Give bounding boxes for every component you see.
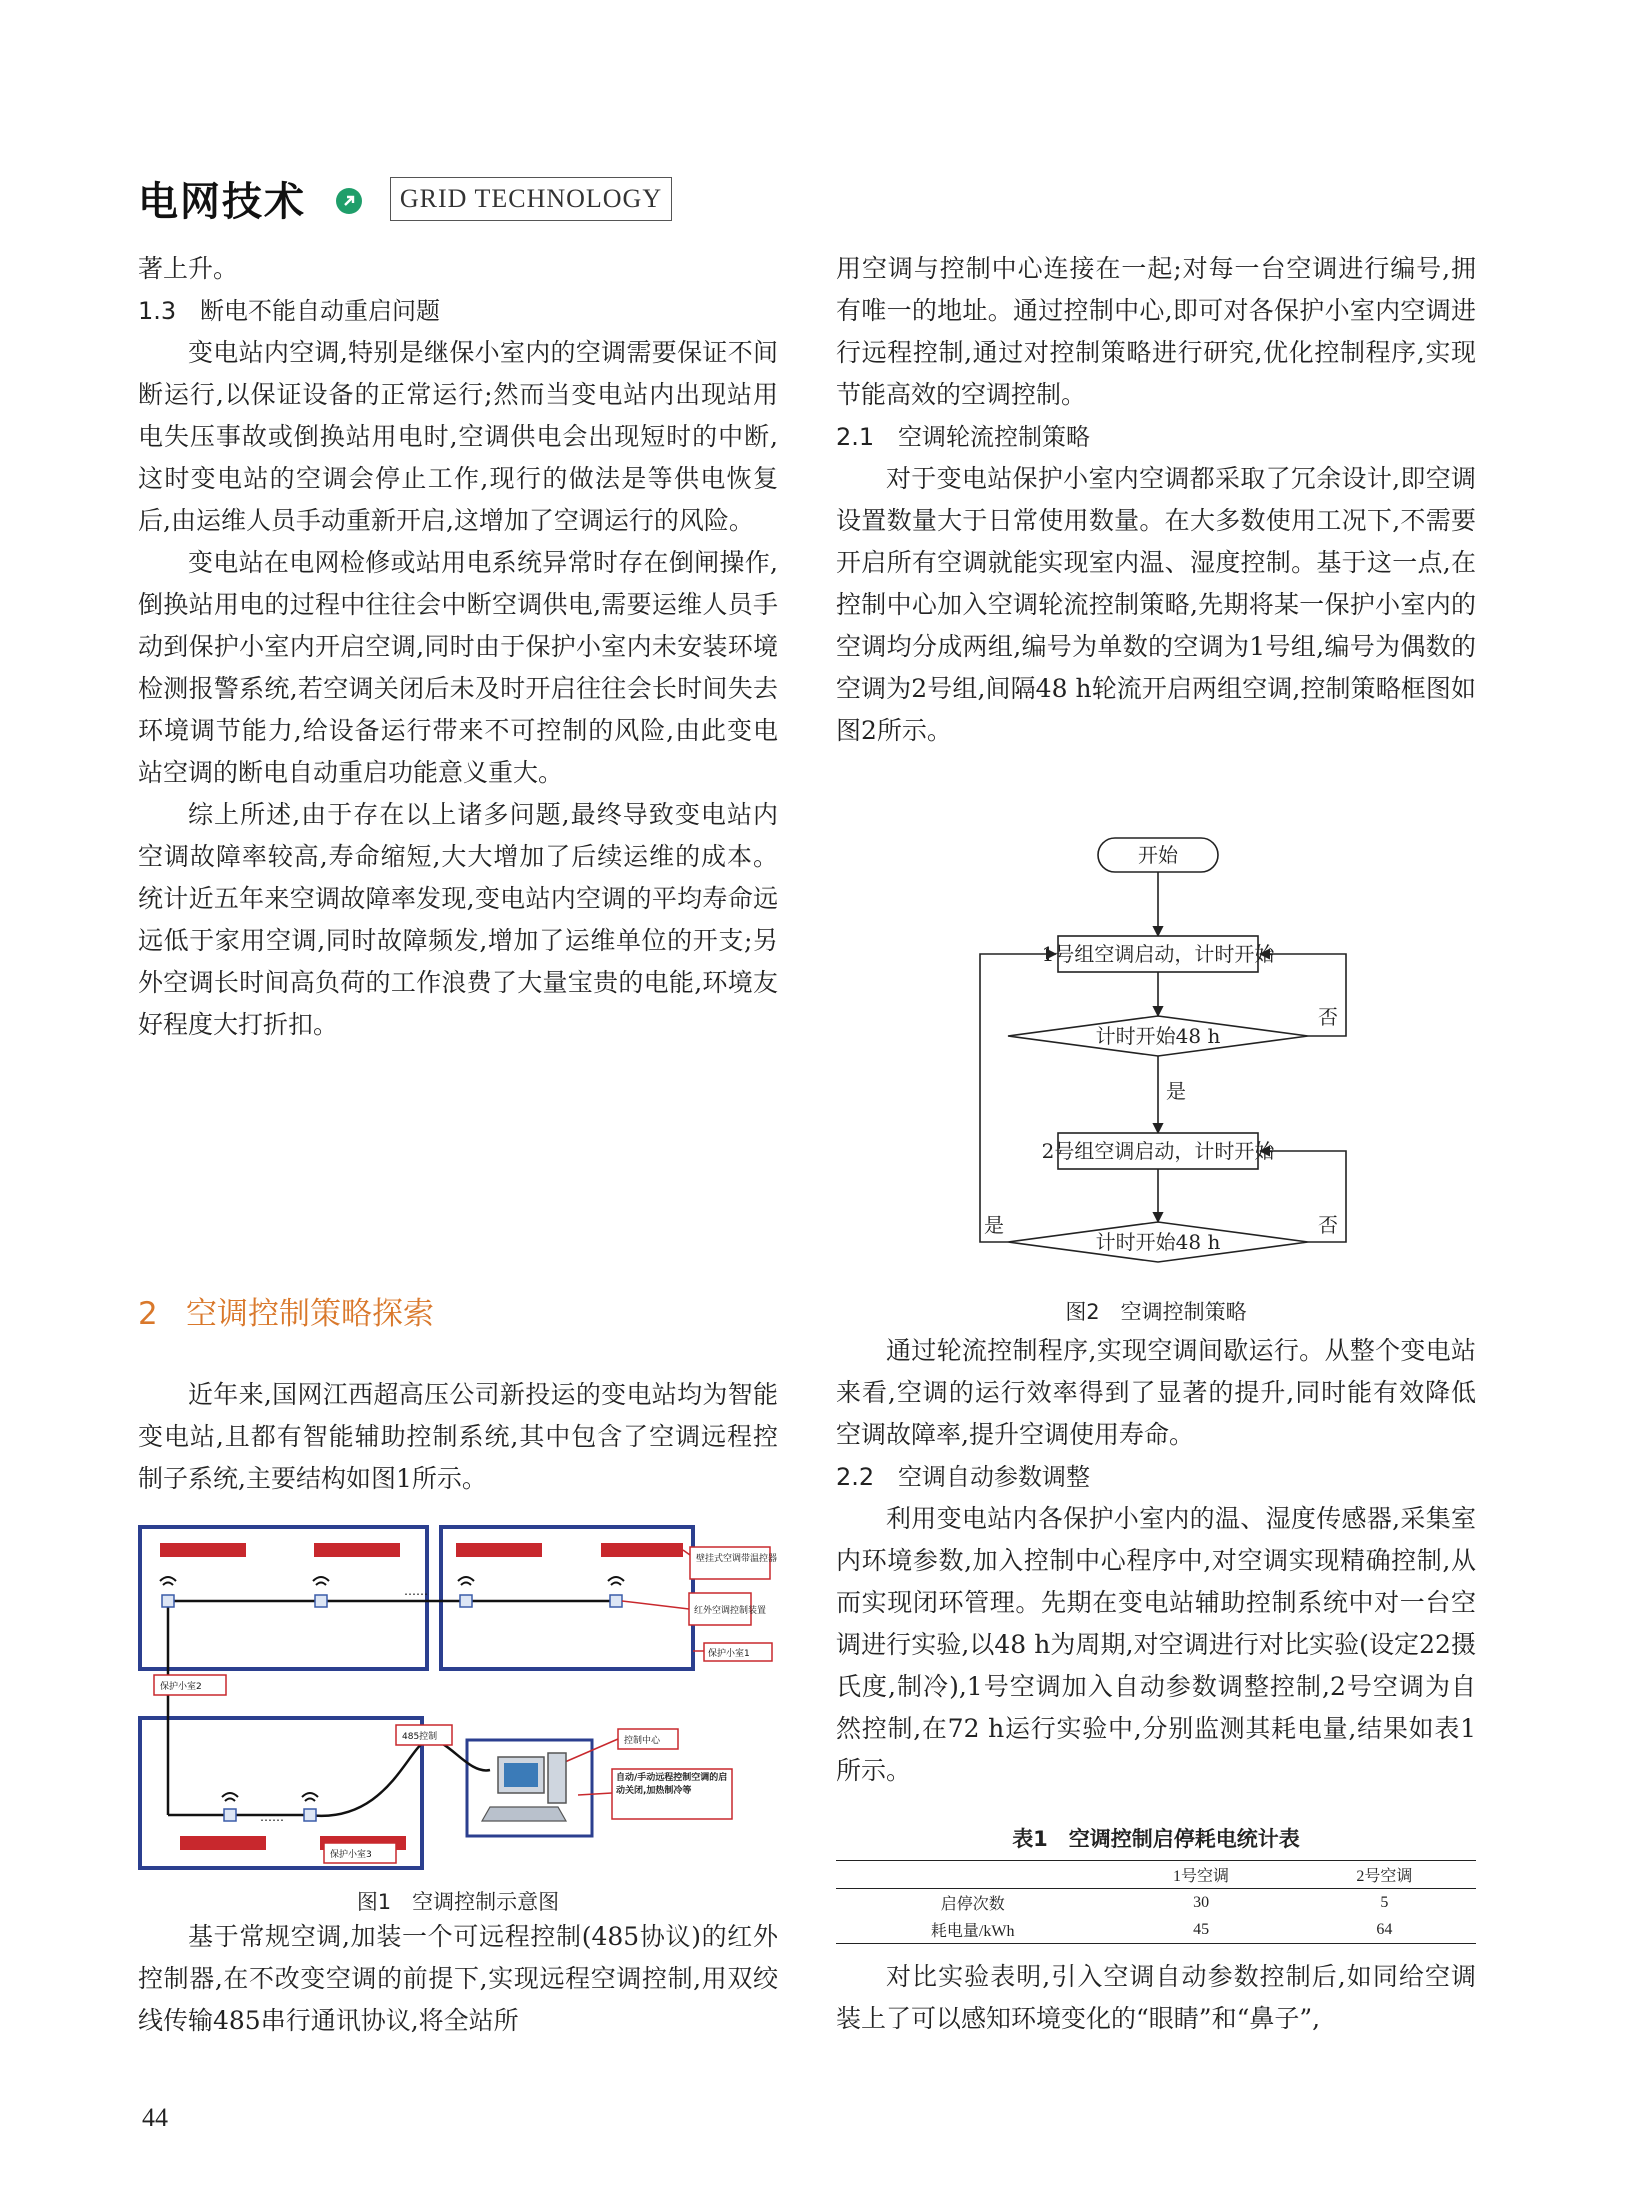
- flow-start: 开始: [1138, 843, 1178, 867]
- section-heading-1-3: 1.3 断电不能自动重启问题: [138, 297, 440, 325]
- flow-decision-1: 计时开始48 h: [1095, 1024, 1221, 1048]
- paragraph: 近年来,国网江西超高压公司新投运的变电站均为智能变电站,且都有智能辅助控制系统,其中包含了空调远程控制子系统,主要结构如图1所示。: [138, 1380, 778, 1493]
- figure-2-flowchart: [978, 836, 1358, 1268]
- flow-yes-2: 是: [984, 1213, 1004, 1237]
- paragraph: 通过轮流控制程序,实现空调间歇运行。从整个变电站来看,空调的运行效率得到了显著的提升,同时能有效降低空调故障率,提升空调使用寿命。: [836, 1336, 1476, 1449]
- table-1: [836, 1860, 1476, 1944]
- left-column-lower: [138, 1374, 778, 1500]
- flow-decision-2: 计时开始48 h: [1095, 1230, 1221, 1254]
- right-column: [836, 248, 1476, 752]
- flow-no-2: 否: [1318, 1213, 1338, 1237]
- table-1-caption: 表1 空调控制启停耗电统计表: [1012, 1827, 1300, 1851]
- fig1-label-room2: 保护小室2: [160, 1682, 202, 1692]
- figure-1-diagram: [138, 1525, 778, 1873]
- flow-step-1: 1号组空调启动，计时开始: [1041, 942, 1275, 966]
- figure-2-caption: 图2 空调控制策略: [1065, 1300, 1247, 1324]
- paragraph: 著上升。: [138, 254, 239, 283]
- flow-no-1: 否: [1318, 1005, 1338, 1029]
- table-row: 耗电量/kWh 45 64: [836, 1916, 1476, 1944]
- section-heading-2-1: 2.1 空调轮流控制策略: [836, 423, 1090, 451]
- fig1-label-auto: 自动/手动远程控制空调的启动关闭,加热制冷等: [616, 1773, 728, 1796]
- journal-title: 电网技术: [138, 179, 306, 225]
- fig1-label-center: 控制中心: [624, 1736, 661, 1746]
- paragraph: 用空调与控制中心连接在一起;对每一台空调进行编号,拥有唯一的地址。通过控制中心,即可对各保护小室内空调进行远程控制,通过对控制策略进行研究,优化控制程序,实现节能高效的空调控制。: [836, 254, 1476, 409]
- section-heading-2-2: 2.2 空调自动参数调整: [836, 1463, 1090, 1491]
- dots-label: ……: [260, 1810, 284, 1824]
- paragraph: 综上所述,由于存在以上诸多问题,最终导致变电站内空调故障率较高,寿命缩短,大大增加了后续运维的成本。统计近五年来空调故障率发现,变电站内空调的平均寿命远远低于家用空调,同时故障频发,增加了运维单位的开支;另外空调长时间高负荷的工作浪费了大量宝贵的电能,环境友好程度大打折扣。: [138, 800, 778, 1039]
- table-header-row: 1号空调 2号空调: [836, 1861, 1476, 1889]
- left-column-bottom: [138, 1916, 778, 2042]
- paragraph: 对于变电站保护小室内空调都采取了冗余设计,即空调设置数量大于日常使用数量。在大多数使用工况下,不需要开启所有空调就能实现室内温、湿度控制。基于这一点,在控制中心加入空调轮流控制策略,先期将某一保护小室内的空调均分成两组,编号为单数的空调为1号组,编号为偶数的空调为2号组,间隔48 h轮流开启两组空调,控制策略框图如图2所示。: [836, 464, 1476, 745]
- arrow-badge-icon: [336, 188, 362, 214]
- fig1-label-wall-ac: 壁挂式空调带温控器: [696, 1554, 778, 1564]
- right-column-mid: [836, 1330, 1476, 1792]
- left-column: [138, 248, 778, 1046]
- table-row: 启停次数 30 5: [940, 1893, 1389, 1913]
- svg-text:……: ……: [404, 1584, 428, 1598]
- fig1-label-ir: 红外空调控制装置: [694, 1606, 767, 1616]
- paragraph: 对比实验表明,引入空调自动参数控制后,如同给空调装上了可以感知环境变化的“眼睛”和“鼻子”,: [836, 1962, 1476, 2033]
- flow-yes-1: 是: [1166, 1079, 1186, 1103]
- page-number: 44: [142, 2103, 168, 2132]
- right-column-bottom: [836, 1956, 1476, 2040]
- section-heading-2: 2 空调控制策略探索: [138, 1296, 434, 1332]
- paragraph: 基于常规空调,加装一个可远程控制(485协议)的红外控制器,在不改变空调的前提下,实现远程空调控制,用双绞线传输485串行通讯协议,将全站所: [138, 1922, 778, 2035]
- flow-step-2: 2号组空调启动，计时开始: [1041, 1139, 1275, 1163]
- computer-icon: [482, 1753, 566, 1821]
- fig1-label-485: 485控制: [402, 1732, 438, 1742]
- paragraph: 利用变电站内各保护小室内的温、湿度传感器,采集室内环境参数,加入控制中心程序中,对空调实现精确控制,从而实现闭环管理。先期在变电站辅助控制系统中对一台空调进行实验,以48 h为周期,对空调进行对比实验(设定22摄氏度,制冷),1号空调加入自动参数调整控制,2号空调为自然控制,在72 h运行实验中,分别监测其耗电量,结果如表1所示。: [836, 1504, 1476, 1785]
- journal-subtitle: GRID TECHNOLOGY: [390, 177, 672, 221]
- fig1-label-room1: 保护小室1: [708, 1649, 750, 1659]
- paragraph: 变电站内空调,特别是继保小室内的空调需要保证不间断运行,以保证设备的正常运行;然而当变电站内出现站用电失压事故或倒换站用电时,空调供电会出现短时的中断,这时变电站的空调会停止工作,现行的做法是等供电恢复后,由运维人员手动重新开启,这增加了空调运行的风险。: [138, 338, 778, 535]
- paragraph: 变电站在电网检修或站用电系统异常时存在倒闸操作,倒换站用电的过程中往往会中断空调供电,需要运维人员手动到保护小室内开启空调,同时由于保护小室内未安装环境检测报警系统,若空调关闭后未及时开启往往会长时间失去环境调节能力,给设备运行带来不可控制的风险,由此变电站空调的断电自动重启功能意义重大。: [138, 548, 778, 787]
- figure-1-caption: 图1 空调控制示意图: [356, 1890, 560, 1914]
- fig1-label-room3: 保护小室3: [330, 1850, 372, 1860]
